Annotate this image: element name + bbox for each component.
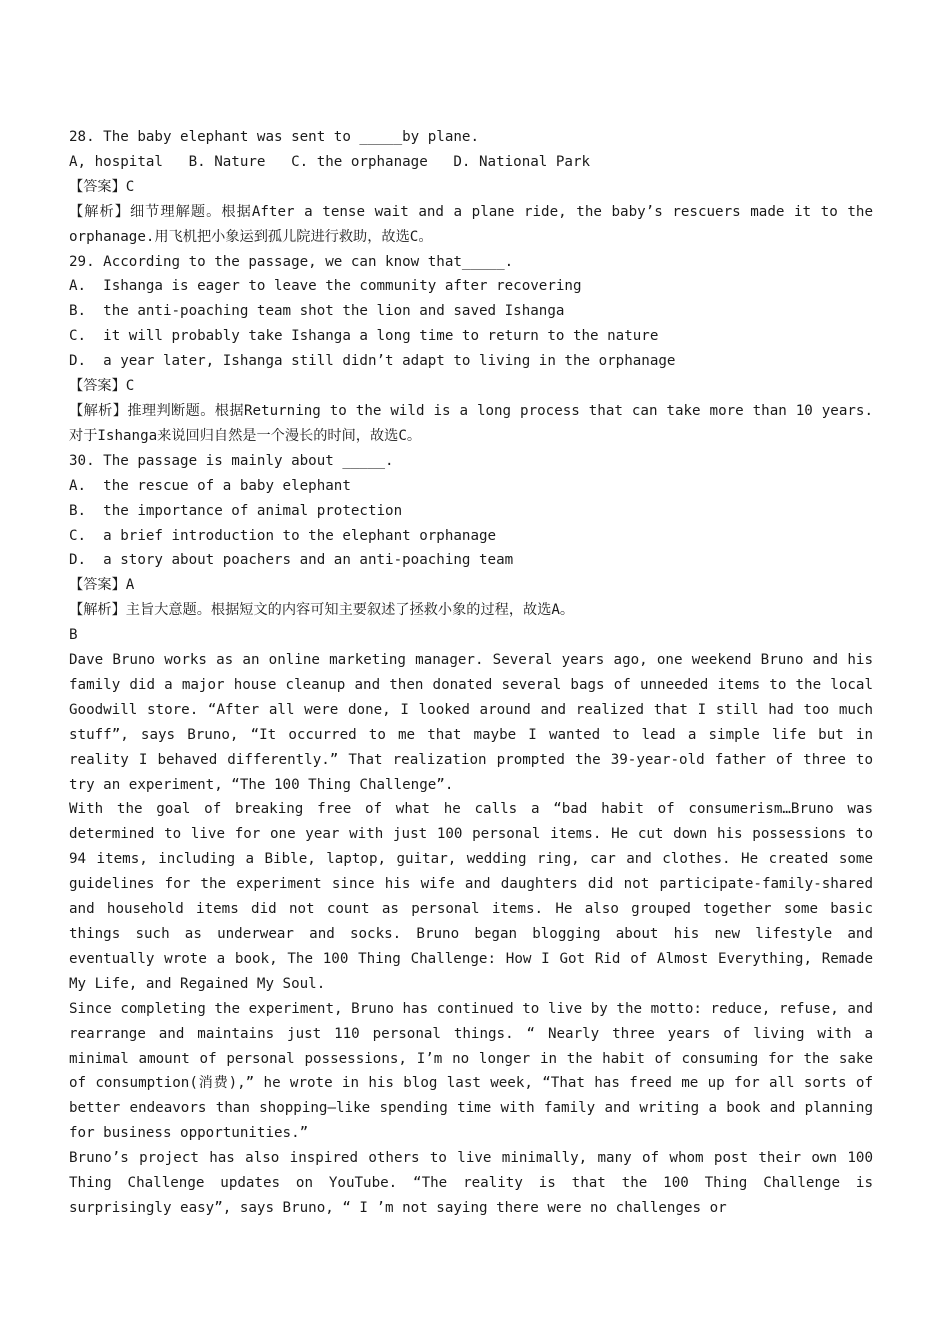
analysis: 【解析】推理判断题。根据Returning to the wild is a long process that can take more than 10 years.对于Ishanga来说回归自然是一个漫长的时间，故选C。 [69, 402, 873, 444]
answer: 【答案】A [69, 577, 135, 594]
option-a: A. Ishanga is eager to leave the community after recovering [69, 278, 582, 295]
document-page [69, 125, 873, 1221]
answer: 【答案】C [69, 178, 135, 195]
question-30 [69, 449, 873, 623]
analysis: 【解析】主旨大意题。根据短文的内容可知主要叙述了拯救小象的过程，故选A。 [69, 602, 575, 619]
passage-paragraph: With the goal of breaking free of what he calls a “bad habit of consumerism…Bruno was determined to live for one year with just 100 personal items. He cut down his possessions to 94 items, including a Bible, laptop, guitar, wedding ring, car and clothes. He created some guidelines for the experiment since his wife and daughters did not participate-family-shared and household items did not count as personal items. He also grouped together some basic things such as underwear and socks. Bruno began blogging about his new lifestyle and eventually wrote a book, The 100 Thing Challenge: How I Got Rid of Almost Everything, Remade My Life, and Regained My Soul. [69, 801, 873, 992]
passage-paragraph: Since completing the experiment, Bruno has continued to live by the motto: reduce, refuse, and rearrange and maintains just 110 personal things. “ Nearly three years of living with a minimal amount of personal possessions, I’m no longer in the habit of consuming for the sake of consumption(消费),” he wrote in his blog last week, “That has freed me up for all sorts of better endeavors than shopping—like spending time with family and writing a book and planning for business opportunities.” [69, 1000, 873, 1142]
section-label: B [69, 627, 78, 644]
question-29 [69, 250, 873, 449]
option-b: B. the anti-poaching team shot the lion and saved Ishanga [69, 303, 565, 320]
question-options: A, hospital B. Nature C. the orphanage D. National Park [69, 153, 591, 170]
option-d: D. a year later, Ishanga still didn’t adapt to living in the orphanage [69, 353, 676, 370]
option-a: A. the rescue of a baby elephant [69, 477, 351, 494]
option-d: D. a story about poachers and an anti-poaching team [69, 552, 514, 569]
section-b [69, 623, 873, 1221]
analysis: 【解析】细节理解题。根据After a tense wait and a plane ride, the baby’s rescuers made it to the orphanage.用飞机把小象运到孤儿院进行救助，故选C。 [69, 203, 873, 245]
passage-paragraph: Dave Bruno works as an online marketing manager. Several years ago, one weekend Bruno and his family did a major house cleanup and then donated several bags of unneeded items to the local Goodwill store. “After all were done, I looked around and realized that I still had too much stuff”, says Bruno, “It occurred to me that maybe I wanted to lead a simple life but in reality I behaved differently.” That realization prompted the 39-year-old father of three to try an experiment, “The 100 Thing Challenge”. [69, 652, 873, 793]
answer: 【答案】C [69, 378, 135, 395]
option-c: C. a brief introduction to the elephant orphanage [69, 527, 497, 544]
passage-paragraph: Bruno’s project has also inspired others to live minimally, many of whom post their own 100 Thing Challenge updates on YouTube. “The reality is that the 100 Thing Challenge is surprisingly easy”, says Bruno, “ I ’m not saying there were no challenges or [69, 1150, 873, 1216]
option-c: C. it will probably take Ishanga a long time to return to the nature [69, 328, 659, 345]
question-28 [69, 125, 873, 250]
question-stem: 29. According to the passage, we can know that_____. [69, 253, 514, 270]
option-b: B. the importance of animal protection [69, 502, 403, 519]
question-stem: 30. The passage is mainly about _____. [69, 452, 394, 469]
question-stem: 28. The baby elephant was sent to _____by plane. [69, 129, 479, 145]
